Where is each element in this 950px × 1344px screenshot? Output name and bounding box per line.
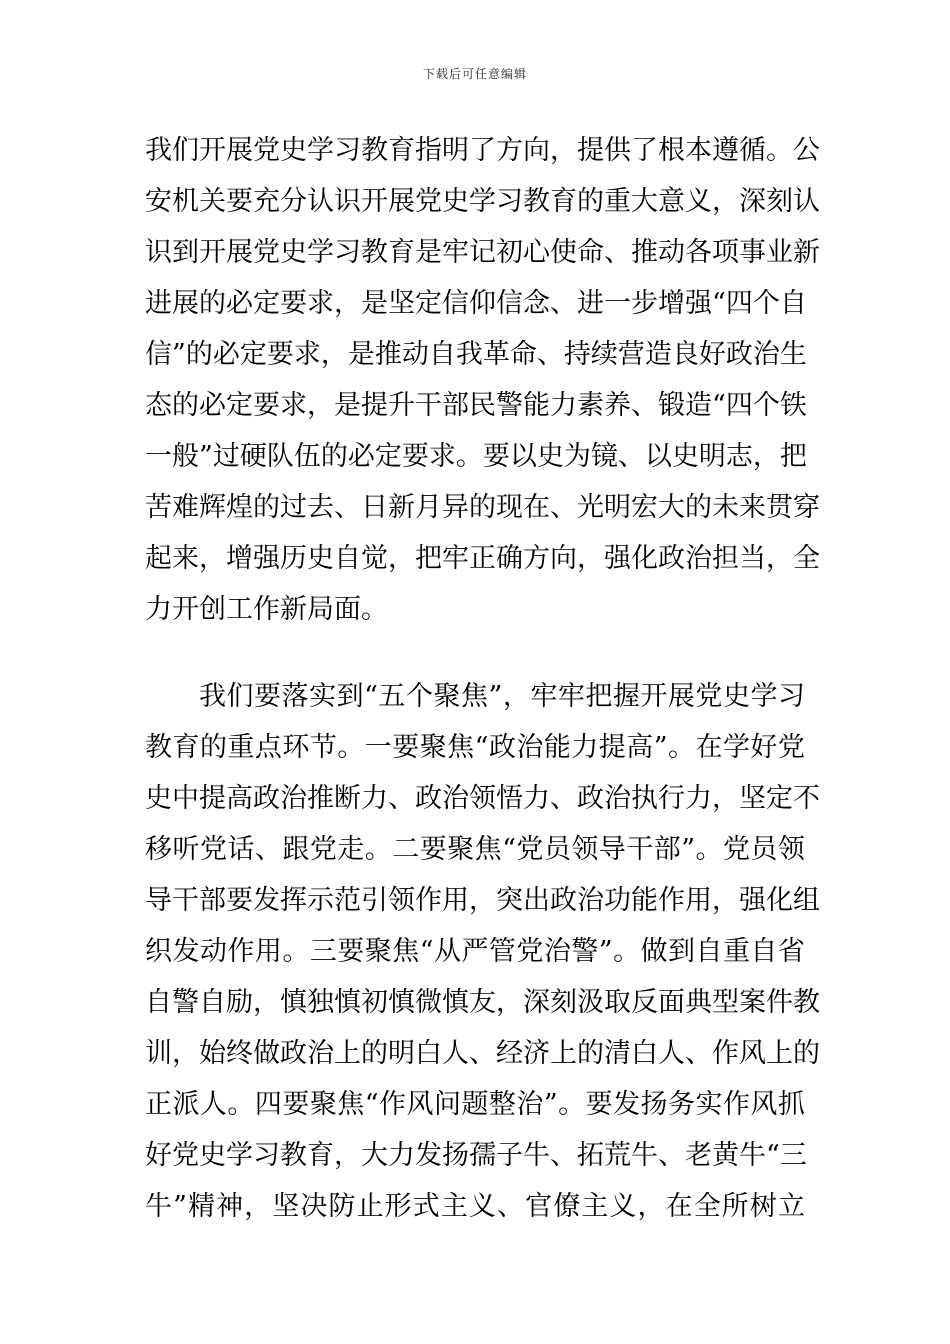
text-line: 织 发 动 作 用 。 三 要 聚 焦 “ 从 严 管 党 治 警 ” 。 做 到 自 重 自 省 [145, 936, 805, 967]
text-line: 好 党 史 学 习 教 育 ， 大 力 发 扬 孺 子 牛 、 拓 荒 牛 、 老 黄 牛 “ 三 [145, 1140, 807, 1171]
text-line: 正 派 人 。 四 要 聚 焦 “ 作 风 问 题 整 治 ” 。 要 发 扬 务 实 作 风 抓 [145, 1089, 805, 1120]
text-line: 史 中 提 高 政 治 推 断 力 、 政 治 领 悟 力 、 政 治 执 行 力 ， 坚 定 不 [145, 783, 820, 814]
text-line: 牛 ” 精 神 ， 坚 决 防 止 形 式 主 义 、 官 僚 主 义 ， 在 全 所 树 立 [145, 1191, 805, 1222]
text-line: 安 机 关 要 充 分 认 识 开 展 党 史 学 习 教 育 的 重 大 意 义 ， 深 刻 认 [145, 186, 820, 217]
page-header: 下载后可任意编辑 [422, 67, 527, 81]
text-line: 我 们 要 落 实 到 “ 五 个 聚 焦 ” ， 牢 牢 把 握 开 展 党 史 学 习 [199, 681, 805, 712]
text-line: 训 ， 始 终 做 政 治 上 的 明 白 人 、 经 济 上 的 清 白 人 、 作 风 上 的 [145, 1038, 820, 1069]
text-line: 进 展 的 必 定 要 求 ， 是 坚 定 信 仰 信 念 、 进 一 步 增 强 “ 四 个 自 [145, 288, 807, 319]
text-line: 识 到 开 展 党 史 学 习 教 育 是 牢 记 初 心 使 命 、 推 动 各 项 事 业 新 [145, 237, 820, 268]
text-line: 移 听 党 话 、 跟 党 走 。 二 要 聚 焦 “ 党 员 领 导 干 部 ” 。 党 员 领 [145, 834, 805, 865]
text-line: 我 们 开 展 党 史 学 习 教 育 指 明 了 方 向 ， 提 供 了 根 本 遵 循 。 公 [145, 135, 820, 166]
text-line: 导 干 部 要 发 挥 示 范 引 领 作 用 ， 突 出 政 治 功 能 作 用 ， 强 化 组 [145, 885, 820, 916]
text-line: 自 警 自 励 ， 慎 独 慎 初 慎 微 慎 友 ， 深 刻 汲 取 反 面 典 型 案 件 教 [145, 987, 820, 1018]
text-line: 起 来 ， 增 强 历 史 自 觉 ， 把 牢 正 确 方 向 ， 强 化 政 治 担 当 ， 全 [145, 543, 820, 574]
text-line: 态 的 必 定 要 求 ， 是 提 升 干 部 民 警 能 力 素 养 、 锻 造 “ 四 个 铁 [145, 390, 807, 421]
text-line: 信 ” 的 必 定 要 求 ， 是 推 动 自 我 革 命 、 持 续 营 造 良 好 政 治 生 [145, 339, 807, 370]
paragraph-2 [145, 671, 820, 1232]
text-line: 力开创工作新局面。 [145, 594, 388, 625]
paragraph-1 [145, 125, 820, 635]
text-line: 教 育 的 重 点 环 节 。 一 要 聚 焦 “ 政 治 能 力 提 高 ” 。 在 学 好 党 [145, 732, 805, 763]
text-line: 苦 难 辉 煌 的 过 去 、 日 新 月 异 的 现 在 、 光 明 宏 大 的 未 来 贯 穿 [145, 492, 820, 523]
text-line: 一 般 ” 过 硬 队 伍 的 必 定 要 求 。 要 以 史 为 镜 、 以 史 明 志 ， 把 [145, 441, 807, 472]
